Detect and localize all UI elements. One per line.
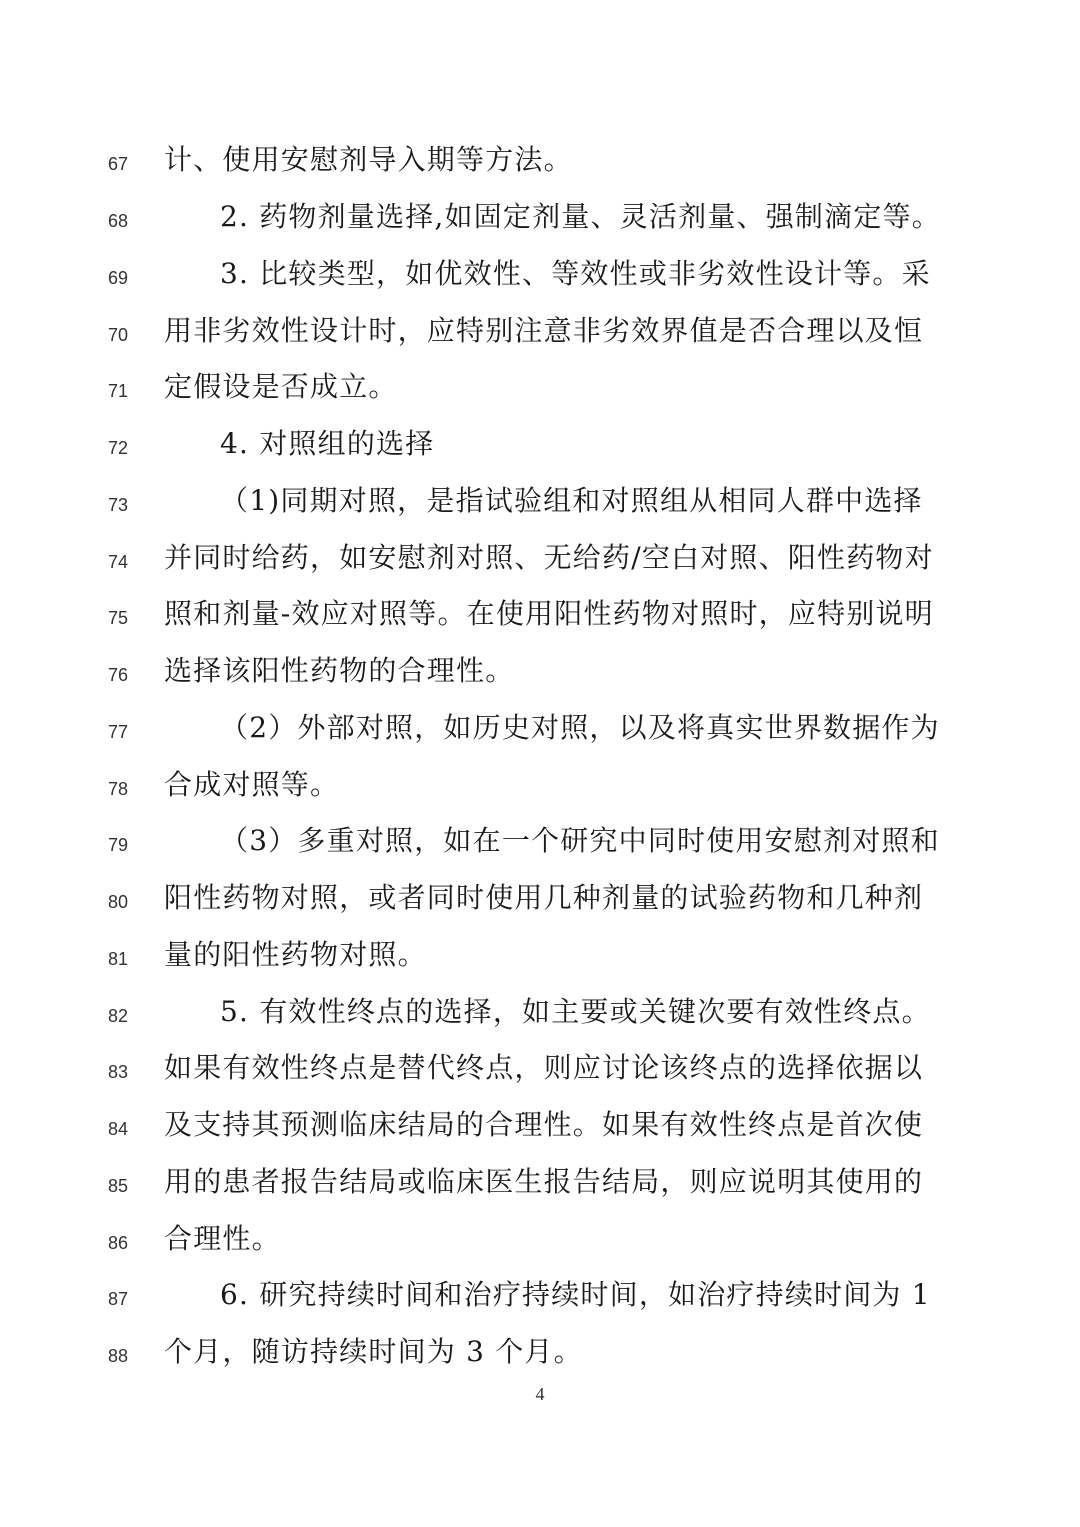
line-text: 选择该阳性药物的合理性。 bbox=[164, 654, 515, 687]
line-number: 72 bbox=[107, 438, 129, 458]
line-number: 82 bbox=[107, 1006, 129, 1026]
line-number: 69 bbox=[107, 268, 129, 288]
line-number: 86 bbox=[107, 1233, 129, 1253]
line-number: 78 bbox=[107, 779, 129, 799]
line-text: 计、使用安慰剂导入期等方法。 bbox=[164, 143, 573, 176]
line-text: （1)同期对照，是指试验组和对照组从相同人群中选择 bbox=[220, 484, 923, 517]
line-text: （2）外部对照，如历史对照，以及将真实世界数据作为 bbox=[220, 711, 940, 744]
line-number: 87 bbox=[107, 1289, 129, 1309]
line-number: 70 bbox=[107, 325, 129, 345]
text-line bbox=[0, 424, 1080, 480]
text-line bbox=[0, 821, 1080, 877]
line-number: 68 bbox=[107, 211, 129, 231]
line-number: 67 bbox=[107, 154, 129, 174]
line-text: 阳性药物对照，或者同时使用几种剂量的试验药物和几种剂 bbox=[164, 881, 924, 914]
line-text: 5. 有效性终点的选择，如主要或关键次要有效性终点。 bbox=[220, 995, 931, 1028]
text-line bbox=[0, 1105, 1080, 1161]
line-text: 量的阳性药物对照。 bbox=[164, 938, 427, 971]
line-number: 71 bbox=[107, 381, 129, 401]
text-line bbox=[0, 878, 1080, 934]
text-line bbox=[0, 367, 1080, 423]
line-number: 74 bbox=[107, 552, 129, 572]
line-number: 76 bbox=[107, 665, 129, 685]
line-text: 3. 比较类型，如优效性、等效性或非劣效性设计等。采 bbox=[220, 257, 931, 290]
line-text: 6. 研究持续时间和治疗持续时间，如治疗持续时间为 1 bbox=[220, 1278, 931, 1311]
text-line bbox=[0, 594, 1080, 650]
text-line bbox=[0, 140, 1080, 196]
text-line bbox=[0, 1162, 1080, 1218]
line-number: 81 bbox=[107, 949, 129, 969]
text-line bbox=[0, 1275, 1080, 1331]
text-line bbox=[0, 935, 1080, 991]
line-text: 照和剂量-效应对照等。在使用阳性药物对照时，应特别说明 bbox=[164, 597, 934, 630]
text-line bbox=[0, 538, 1080, 594]
line-number: 73 bbox=[107, 495, 129, 515]
line-number: 79 bbox=[107, 835, 129, 855]
line-text: （3）多重对照，如在一个研究中同时使用安慰剂对照和 bbox=[220, 824, 940, 857]
line-text: 合理性。 bbox=[164, 1222, 281, 1255]
line-text: 及支持其预测临床结局的合理性。如果有效性终点是首次使 bbox=[164, 1108, 924, 1141]
text-line bbox=[0, 1219, 1080, 1275]
line-text: 合成对照等。 bbox=[164, 768, 340, 801]
text-line bbox=[0, 481, 1080, 537]
line-text: 2. 药物剂量选择,如固定剂量、灵活剂量、强制滴定等。 bbox=[220, 200, 941, 233]
line-text: 如果有效性终点是替代终点，则应讨论该终点的选择依据以 bbox=[164, 1051, 924, 1084]
page-number: 4 bbox=[535, 1384, 545, 1404]
line-number: 77 bbox=[107, 722, 129, 742]
text-line bbox=[0, 1332, 1080, 1388]
text-line bbox=[0, 1048, 1080, 1104]
line-number: 80 bbox=[107, 892, 129, 912]
line-number: 75 bbox=[107, 608, 129, 628]
text-line bbox=[0, 992, 1080, 1048]
line-number: 88 bbox=[107, 1346, 129, 1366]
text-line bbox=[0, 651, 1080, 707]
line-text: 个月，随访持续时间为 3 个月。 bbox=[164, 1335, 583, 1368]
line-number: 85 bbox=[107, 1176, 129, 1196]
text-line bbox=[0, 197, 1080, 253]
text-line bbox=[0, 708, 1080, 764]
line-text: 用非劣效性设计时，应特别注意非劣效界值是否合理以及恒 bbox=[164, 314, 924, 347]
line-text: 定假设是否成立。 bbox=[164, 370, 398, 403]
line-text: 并同时给药，如安慰剂对照、无给药/空白对照、阳性药物对 bbox=[164, 541, 934, 574]
line-number: 83 bbox=[107, 1062, 129, 1082]
text-line bbox=[0, 765, 1080, 821]
line-text: 用的患者报告结局或临床医生报告结局，则应说明其使用的 bbox=[164, 1165, 924, 1198]
text-line bbox=[0, 254, 1080, 310]
text-line bbox=[0, 311, 1080, 367]
line-number: 84 bbox=[107, 1119, 129, 1139]
line-text: 4. 对照组的选择 bbox=[220, 427, 435, 460]
